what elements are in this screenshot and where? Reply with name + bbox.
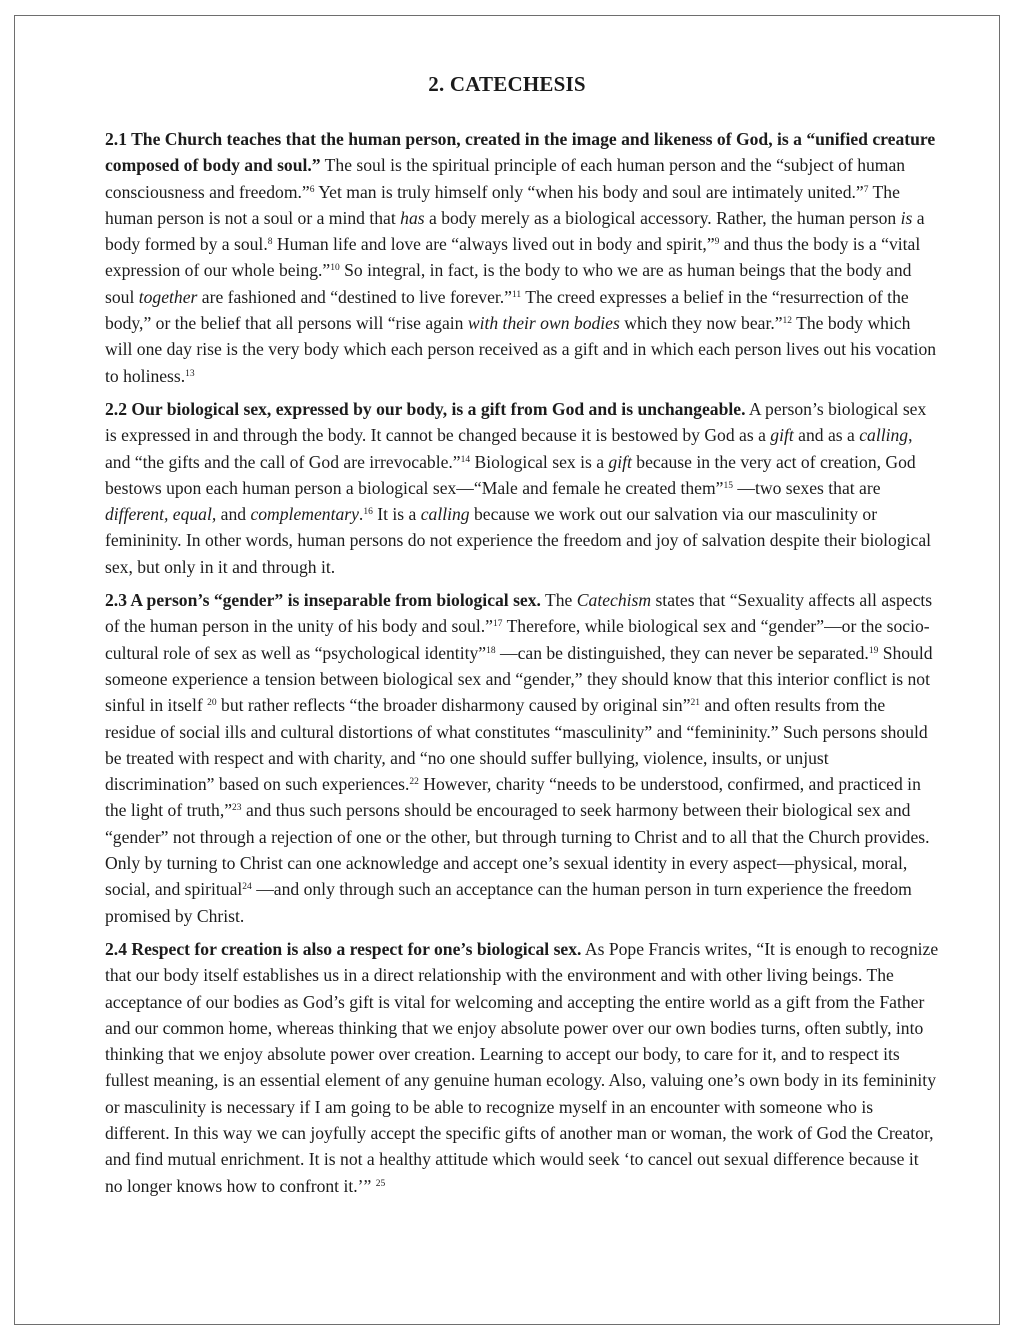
text-run: and bbox=[216, 504, 251, 525]
footnote-ref: 25 bbox=[375, 1178, 386, 1189]
emphasis: different, equal, bbox=[105, 504, 217, 525]
emphasis: Catechism bbox=[576, 590, 652, 611]
paragraph-heading: 2.4 Respect for creation is also a respect for one’s biological sex. bbox=[105, 938, 582, 959]
paragraph-heading: 2.1 The Church teaches that the human person, created in the image and likeness of God, is a “unified creature composed of body and soul.” bbox=[105, 129, 936, 176]
emphasis: calling bbox=[420, 504, 470, 525]
text-run: Therefore, while biological sex and “gender”—or the socio-cultural role of sex as well as “psychological identity” bbox=[105, 616, 930, 663]
footnote-ref: 20 bbox=[207, 698, 217, 709]
footnote-ref: 11 bbox=[511, 289, 522, 300]
footnote-ref: 19 bbox=[868, 645, 879, 656]
text-run: and often results from the residue of social ills and cultural distortions of what constitutes “masculinity” and “femininity.” Such persons should be treated with respect and with charity, and “no one should suffer bullying, violence, insults, or unjust discrimination” based on such experiences. bbox=[105, 695, 928, 795]
emphasis: with their own bodies bbox=[467, 313, 620, 334]
body-text bbox=[105, 126, 939, 1206]
footnote-ref: 13 bbox=[185, 368, 195, 379]
emphasis: is bbox=[900, 207, 913, 228]
text-run: . bbox=[358, 504, 364, 525]
text-run: Human life and love are “always lived out in body and spirit,” bbox=[272, 234, 715, 255]
footnote-ref: 24 bbox=[242, 882, 252, 893]
page-frame bbox=[14, 15, 1000, 1325]
footnote-ref: 23 bbox=[232, 803, 242, 814]
text-run: The soul is the spiritual principle of each human person and the “subject of human consciousness and freedom.” bbox=[105, 155, 906, 202]
footnote-ref: 9 bbox=[714, 237, 720, 248]
text-run: but rather reflects “the broader disharmony caused by original sin” bbox=[216, 695, 691, 716]
text-run: Yet man is truly himself only “when his body and soul are intimately united.” bbox=[314, 181, 864, 202]
paragraph-heading: 2.2 Our biological sex, expressed by our body, is a gift from God and is unchangeable. bbox=[105, 398, 746, 419]
footnote-ref: 14 bbox=[460, 454, 471, 465]
text-run: —two sexes that are bbox=[732, 477, 881, 498]
emphasis: together bbox=[138, 286, 198, 307]
text-run: a body formed by a soul. bbox=[105, 207, 925, 255]
text-run: and thus the body is a “vital expression of our whole being.” bbox=[105, 234, 921, 281]
text-run: because in the very act of creation, God bestows upon each human person a biological sex—“Male and female he created them” bbox=[105, 451, 916, 498]
emphasis: has bbox=[400, 207, 425, 228]
paragraph-2-4 bbox=[105, 936, 939, 1199]
paragraph-2-2 bbox=[105, 396, 939, 580]
text-run: which they now bear.” bbox=[619, 313, 783, 334]
footnote-ref: 22 bbox=[409, 777, 419, 788]
text-run: —can be distinguished, they can never be separated. bbox=[495, 642, 869, 663]
footnote-ref: 7 bbox=[863, 184, 869, 195]
footnote-ref: 15 bbox=[723, 480, 733, 491]
text-run: because we work out our salvation via our masculinity or femininity. In other words, human persons do not experience the freedom and joy of salvation despite their biological sex, but only in it and through it. bbox=[105, 504, 932, 577]
text-run: a body merely as a biological accessory. Rather, the human person bbox=[424, 207, 901, 228]
footnote-ref: 18 bbox=[486, 645, 496, 656]
footnote-ref: 8 bbox=[267, 237, 273, 248]
text-run: So integral, in fact, is the body to who we are as human beings that the body and soul bbox=[105, 260, 912, 307]
text-run: However, charity “needs to be understood, confirmed, and practiced in the light of truth,” bbox=[105, 774, 921, 821]
text-run: A person’s biological sex is expressed in and through the body. It cannot be changed because it is bestowed by God as a bbox=[105, 398, 927, 446]
footnote-ref: 10 bbox=[330, 263, 340, 274]
text-run: Should someone experience a tension between biological sex and “gender,” they should know that this interior conflict is not sinful in itself bbox=[105, 642, 933, 716]
footnote-ref: 12 bbox=[782, 316, 793, 327]
text-run: Biological sex is a bbox=[470, 451, 609, 472]
text-run: and thus such persons should be encouraged to seek harmony between their biological sex and “gender” not through a rejection of one or the other, but through turning to Christ and to all that the Church provides. Only by turning to Christ can one acknowledge and accept one’s sexual identity in every aspect—physical, moral, social, and spiritual bbox=[105, 800, 930, 900]
footnote-ref: 21 bbox=[690, 698, 701, 709]
emphasis: complementary bbox=[250, 504, 359, 525]
text-run: The bbox=[540, 590, 577, 611]
paragraph-2-1 bbox=[105, 126, 939, 389]
emphasis: calling bbox=[859, 425, 909, 446]
emphasis: gift bbox=[608, 451, 632, 472]
text-run: —and only through such an acceptance can the human person in turn experience the freedom promised by Christ. bbox=[105, 879, 912, 926]
text-run: The body which will one day rise is the very body which each person received as a gift and in which each person lives out his vocation to holiness. bbox=[105, 313, 937, 386]
text-run: The human person is not a soul or a mind that bbox=[105, 181, 900, 228]
text-run: It is a bbox=[372, 504, 421, 525]
text-run: As Pope Francis writes, “It is enough to recognize that our body itself establishes us in a direct relationship with the environment and with other living beings. The acceptance of our bodies as God’s gift is vital for welcoming and accepting the entire world as a gift from the Father and our common home, whereas thinking that we enjoy absolute power over our own bodies turns, often subtly, into thinking that we enjoy absolute power over creation. Learning to accept our body, to care for it, and to respect its fullest meaning, is an essential element of any genuine human ecology. Also, valuing one’s own body in its femininity or masculinity is necessary if I am going to be able to recognize myself in an encounter with someone who is different. In this way we can joyfully accept the specific gifts of another man or woman, the work of God the Creator, and find mutual enrichment. It is not a healthy attitude which would seek ‘to cancel out sexual difference because it no longer knows how to confront it.’” bbox=[105, 938, 939, 1196]
emphasis: gift bbox=[770, 425, 794, 446]
footnote-ref: 17 bbox=[492, 619, 503, 630]
text-run: states that “Sexuality affects all aspects of the human person in the unity of his body and soul.” bbox=[105, 590, 933, 637]
text-run: , and “the gifts and the call of God are irrevocable.” bbox=[105, 425, 913, 472]
text-run: The creed expresses a belief in the “resurrection of the body,” or the belief that all persons will “rise again bbox=[105, 286, 909, 334]
footnote-ref: 16 bbox=[363, 507, 373, 518]
text-run: are fashioned and “destined to live forever.” bbox=[197, 286, 512, 307]
text-run: and as a bbox=[793, 425, 860, 446]
paragraph-heading: 2.3 A person’s “gender” is inseparable from biological sex. bbox=[105, 590, 541, 611]
paragraph-2-3 bbox=[105, 587, 939, 929]
section-title: 2. CATECHESIS bbox=[428, 72, 586, 96]
footnote-ref: 6 bbox=[309, 184, 315, 195]
